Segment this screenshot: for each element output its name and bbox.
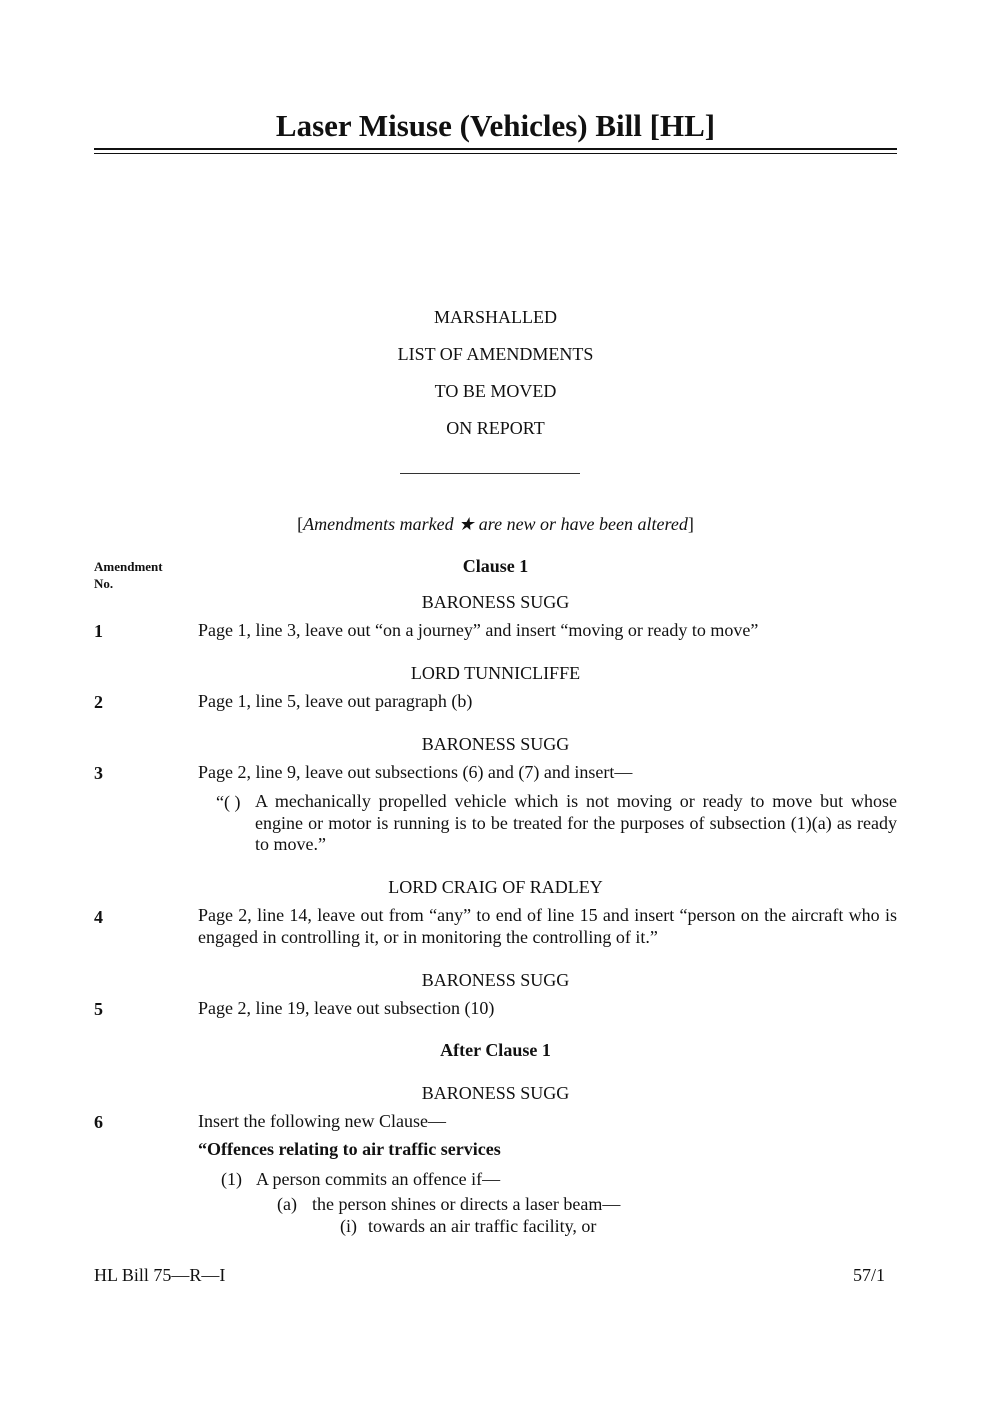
amendment-text: Page 1, line 5, leave out paragraph (b) [198, 691, 473, 711]
amendment-text: Page 2, line 9, leave out subsections (6) and (7) and insert— [198, 762, 633, 782]
quoted-subsection: A mechanically propelled vehicle which is not moving or ready to move but whose engine or motor is running is to be treated for the purposes of subsection (1)(a) as ready to move.” [255, 791, 897, 854]
title-rule [94, 148, 897, 150]
divider [400, 473, 580, 474]
amendment-number: 4 [94, 907, 103, 927]
mover: LORD CRAIG OF RADLEY [388, 877, 603, 897]
amendment-text: Insert the following new Clause— [198, 1111, 446, 1131]
title-rule-thin [94, 153, 897, 154]
amendment-text: Page 2, line 14, leave out from “any” to end of line 15 and insert “person on the aircraft who is engaged in controlling it, or in monitoring the controlling of it.” [198, 905, 897, 947]
section-heading: Clause 1 [462, 556, 529, 576]
heading-line: LIST OF AMENDMENTS [397, 344, 594, 364]
paragraph-marker: (a) [277, 1194, 297, 1214]
amendment-text: Page 2, line 19, leave out subsection (10) [198, 998, 495, 1018]
mover: BARONESS SUGG [421, 734, 570, 754]
column-label: Amendment [94, 559, 163, 574]
amendment-number: 1 [94, 621, 103, 641]
heading-line: MARSHALLED [433, 307, 557, 327]
amendment-number: 3 [94, 763, 103, 783]
heading-line: TO BE MOVED [434, 381, 557, 401]
amendment-number: 5 [94, 999, 103, 1019]
quote-marker: “( ) [216, 792, 241, 812]
subparagraph-text: towards an air traffic facility, or [368, 1216, 597, 1236]
subparagraph-marker: (i) [340, 1216, 357, 1236]
section-heading: After Clause 1 [440, 1040, 551, 1060]
column-label: No. [94, 576, 114, 591]
mover: BARONESS SUGG [421, 970, 570, 990]
mover: BARONESS SUGG [421, 592, 570, 612]
mover: LORD TUNNICLIFFE [410, 663, 581, 683]
amendments-note: [Amendments marked ★ are new or have been altered] [297, 514, 694, 534]
bill-reference: HL Bill 75—R—I [94, 1265, 226, 1285]
heading-line: ON REPORT [446, 418, 545, 438]
new-clause-title: “Offences relating to air traffic services [198, 1139, 501, 1159]
paragraph-text: the person shines or directs a laser beam— [312, 1194, 621, 1214]
amendment-number: 6 [94, 1112, 103, 1132]
subsection-text: A person commits an offence if— [256, 1169, 501, 1189]
print-number: 57/1 [852, 1265, 885, 1285]
amendment-text: Page 1, line 3, leave out “on a journey” and insert “moving or ready to move” [198, 620, 759, 640]
subsection-marker: (1) [221, 1169, 242, 1189]
mover: BARONESS SUGG [421, 1083, 570, 1103]
document-title: Laser Misuse (Vehicles) Bill [HL] [275, 108, 716, 143]
amendment-number: 2 [94, 692, 103, 712]
